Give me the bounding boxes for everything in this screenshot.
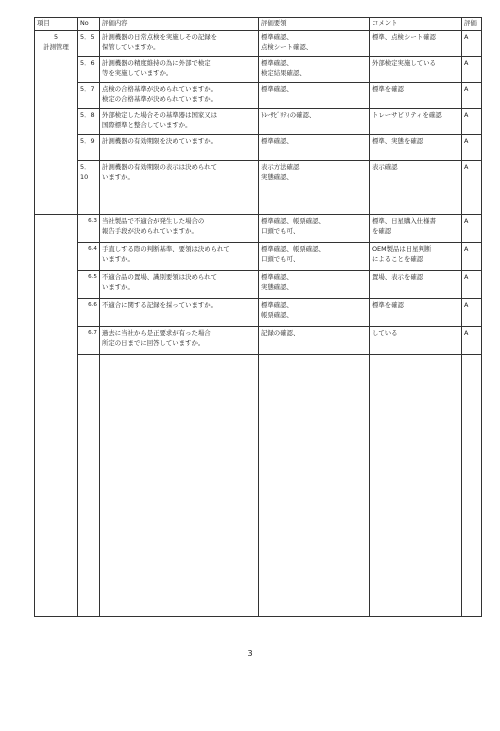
comment-cell — [370, 83, 462, 109]
eval-method-cell — [259, 355, 370, 617]
eval-method-cell — [259, 299, 370, 327]
grade-cell: A — [462, 109, 482, 135]
section-item-cell — [35, 31, 78, 215]
row-number: 6.6 — [78, 299, 100, 327]
grade-cell: A — [462, 327, 482, 355]
eval-content-cell — [100, 31, 259, 57]
grade-cell: A — [462, 215, 482, 243]
table-row — [35, 271, 482, 299]
header-no: No — [78, 18, 100, 31]
grade-cell: A — [462, 271, 482, 299]
table-row — [35, 215, 482, 243]
cell-line: 当社製品で不適合が発生した場合の — [102, 217, 205, 225]
cell-line: 検定の合格基準が決められていますか。 — [102, 94, 218, 103]
grade-cell: A — [462, 299, 482, 327]
grade-cell: A — [462, 57, 482, 83]
comment-cell — [370, 271, 462, 299]
cell-line: 標準確認、 — [261, 85, 293, 93]
comment-cell — [370, 135, 462, 161]
cell-line: 帳票確認、 — [261, 310, 293, 319]
cell-line: 標準、実態を確認 — [372, 137, 424, 145]
cell-line: 標準確認、 — [261, 273, 293, 281]
grade-cell: A — [462, 243, 482, 271]
cell-line: 報告手段が決められていますか。 — [102, 226, 198, 235]
cell-line: 表示方法確認 — [261, 163, 300, 171]
comment-cell — [370, 299, 462, 327]
eval-content-cell — [100, 109, 259, 135]
comment-cell — [370, 355, 462, 617]
blank-row — [35, 355, 482, 617]
grade-cell: A — [462, 31, 482, 57]
cell-line: ﾄﾚｰｻﾋﾞﾘﾃｨの確認、 — [261, 111, 316, 119]
cell-line: 点検シート確認、 — [261, 42, 313, 51]
evaluation-table — [34, 17, 482, 617]
cell-line: トレーサビリティを確認 — [372, 111, 442, 119]
cell-line: 標準確認、帳票確認、 — [261, 217, 325, 225]
table-row — [35, 57, 482, 83]
eval-content-cell — [100, 135, 259, 161]
comment-cell — [370, 109, 462, 135]
cell-line: 計測機器の日常点検を実施しその記録を — [102, 33, 218, 41]
comment-cell — [370, 31, 462, 57]
row-number: 5．5 — [78, 31, 100, 57]
eval-content-cell — [100, 327, 259, 355]
header-eval-method: 評価要領 — [259, 18, 370, 31]
row-number: 6.5 — [78, 271, 100, 299]
cell-line: 表示確認 — [372, 163, 398, 171]
cell-line: いますか。 — [102, 254, 134, 263]
grade-cell: A — [462, 135, 482, 161]
cell-line: 保管していますか。 — [102, 42, 160, 51]
eval-method-cell — [259, 31, 370, 57]
cell-line: している — [372, 329, 398, 337]
eval-method-cell — [259, 83, 370, 109]
cell-line: 外部検定実施している — [372, 59, 436, 67]
eval-method-cell — [259, 135, 370, 161]
eval-method-cell — [259, 327, 370, 355]
row-number: 6.3 — [78, 215, 100, 243]
eval-content-cell — [100, 271, 259, 299]
cell-line: 標準確認、 — [261, 137, 293, 145]
section-item-cell — [35, 215, 78, 617]
cell-line: 計測機器の有効期限の表示は決められて — [102, 163, 218, 171]
cell-line: 標準確認、帳票確認、 — [261, 245, 325, 253]
eval-content-cell — [100, 161, 259, 215]
row-number: 5．9 — [78, 135, 100, 161]
grade-cell — [462, 355, 482, 617]
eval-content-cell — [100, 355, 259, 617]
row-number: 6.7 — [78, 327, 100, 355]
cell-line: 口頭でも可、 — [261, 254, 300, 263]
cell-line: 実態確認、 — [261, 172, 293, 181]
grade-cell: A — [462, 83, 482, 109]
evaluation-sheet — [34, 17, 481, 617]
cell-line: 標準、点検シート確認 — [372, 33, 436, 41]
eval-method-cell — [259, 57, 370, 83]
header-eval-content: 評価内容 — [100, 18, 259, 31]
cell-line: 標準を確認 — [372, 301, 404, 309]
row-number — [78, 355, 100, 617]
section-item-number: 5 — [53, 33, 59, 41]
table-row — [35, 327, 482, 355]
cell-line: OEM製品は日星判断 — [372, 245, 432, 253]
cell-line: 標準を確認 — [372, 85, 404, 93]
eval-content-cell — [100, 57, 259, 83]
cell-line: 計測機器の精度維持の為に外部で検定 — [102, 59, 211, 67]
comment-cell — [370, 215, 462, 243]
cell-line: 検定結果確認、 — [261, 68, 306, 77]
cell-line: 置場、表示を確認 — [372, 273, 424, 281]
cell-line: 所定の日までに回答していますか。 — [102, 338, 205, 347]
cell-line: 標準確認、 — [261, 301, 293, 309]
cell-line: 点検の合格基準が決められていますか。 — [102, 85, 218, 93]
cell-line: 標準確認、 — [261, 33, 293, 41]
table-row — [35, 109, 482, 135]
cell-line: 国際標準と整合していますか。 — [102, 120, 192, 129]
page-number: 3 — [247, 649, 253, 658]
cell-line: 実態確認、 — [261, 282, 293, 291]
eval-content-cell — [100, 243, 259, 271]
table-row — [35, 31, 482, 57]
header-grade: 評価 — [462, 18, 482, 31]
grade-cell: A — [462, 161, 482, 215]
eval-content-cell — [100, 215, 259, 243]
cell-line: 手直しする際の判断基準、要領は決められて — [102, 245, 230, 253]
cell-line: 等を実施していますか。 — [102, 68, 173, 77]
table-row — [35, 83, 482, 109]
comment-cell — [370, 243, 462, 271]
table-row — [35, 135, 482, 161]
table-row — [35, 161, 482, 215]
cell-line: 過去に当社から是正要求が有った場合 — [102, 329, 211, 337]
cell-line: いますか。 — [102, 282, 134, 291]
eval-content-cell — [100, 299, 259, 327]
table-header-row — [35, 18, 482, 31]
table-row — [35, 243, 482, 271]
eval-method-cell — [259, 243, 370, 271]
eval-content-cell — [100, 83, 259, 109]
cell-line: 外部検定した場合その基準器は国家又は — [102, 111, 218, 119]
eval-method-cell — [259, 109, 370, 135]
header-comment: コメント — [370, 18, 462, 31]
comment-cell — [370, 327, 462, 355]
row-number: 5．7 — [78, 83, 100, 109]
row-number: 5．8 — [78, 109, 100, 135]
table-row — [35, 299, 482, 327]
header-item: 項目 — [35, 18, 78, 31]
section-item-name: 計測管理 — [43, 42, 69, 51]
row-number: 6.4 — [78, 243, 100, 271]
cell-line: 不適合に関する記録を採っていますか。 — [102, 301, 218, 309]
comment-cell — [370, 57, 462, 83]
eval-method-cell — [259, 161, 370, 215]
cell-line: 不適合品の置場、識別要領は決められて — [102, 273, 218, 281]
cell-line: 記録の確認、 — [261, 329, 300, 337]
comment-cell — [370, 161, 462, 215]
cell-line: を確認 — [372, 226, 392, 235]
eval-method-cell — [259, 271, 370, 299]
cell-line: 標準、日星購入仕様書 — [372, 217, 436, 225]
cell-line: 計測機器の有効期限を決めていますか。 — [102, 137, 218, 145]
eval-method-cell — [259, 215, 370, 243]
row-number: 5．6 — [78, 57, 100, 83]
cell-line: 口頭でも可、 — [261, 226, 300, 235]
cell-line: 標準確認、 — [261, 59, 293, 67]
cell-line: いますか。 — [102, 172, 134, 181]
row-number: 5．10 — [78, 161, 100, 215]
cell-line: によることを確認 — [372, 254, 424, 263]
